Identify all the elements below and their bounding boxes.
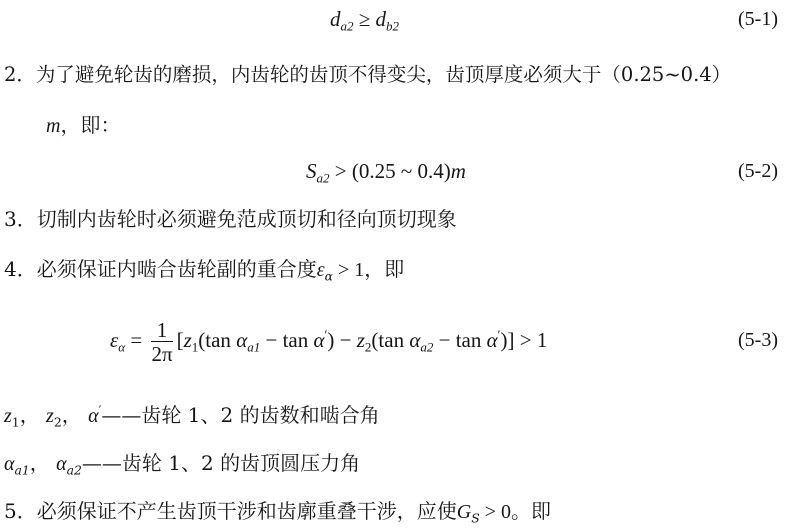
equation-number-5-2: (5-2)	[738, 160, 778, 182]
equation-5-3: $\varepsilon_\alpha$ = $\frac{1}{2\pi}$ [$z_1(\tan$ $\alpha_{a1} - \tan \alpha') - z_2(\tan$ $\alpha_{a2} - \tan \alpha')] > 1$	[110, 317, 548, 366]
item-2-line-2: m，即：	[46, 113, 121, 137]
item-4: 4．必须保证内啮合齿轮副的重合度$\varepsilon_\alpha > 1$，即	[4, 257, 405, 284]
equation-number-5-1: (5-1)	[738, 8, 778, 30]
definition-z1-z2-alpha: $z_1$， $z_2$， α′——齿轮 1、2 的齿数和啮合角	[4, 402, 380, 430]
item-5: 5．必须保证不产生齿顶干涉和齿廓重叠干涉，应使$G_S > 0$。即	[4, 499, 551, 526]
equation-number-5-3: (5-3)	[738, 329, 778, 351]
definition-alpha-a1-a2: $\alpha_{a1}$， $\alpha_{a2}——$齿轮 1、2 的齿顶圆压力角	[4, 451, 361, 478]
item-3: 3．切制内齿轮时必须避免范成顶切和径向顶切现象	[4, 207, 457, 231]
item-2-line-1: 2．为了避免轮齿的磨损，内齿轮的齿顶不得变尖，齿顶厚度必须大于（0.25~0.4）	[4, 63, 732, 86]
fraction-one-over-two-pi: $\frac{1}{2\pi}$	[151, 317, 173, 366]
equation-5-1: $d_{a2} \ge d_{b2}$	[330, 7, 400, 34]
equation-5-2: $S_{a2} > (0.25$ ~ 0.4)m	[306, 159, 466, 186]
